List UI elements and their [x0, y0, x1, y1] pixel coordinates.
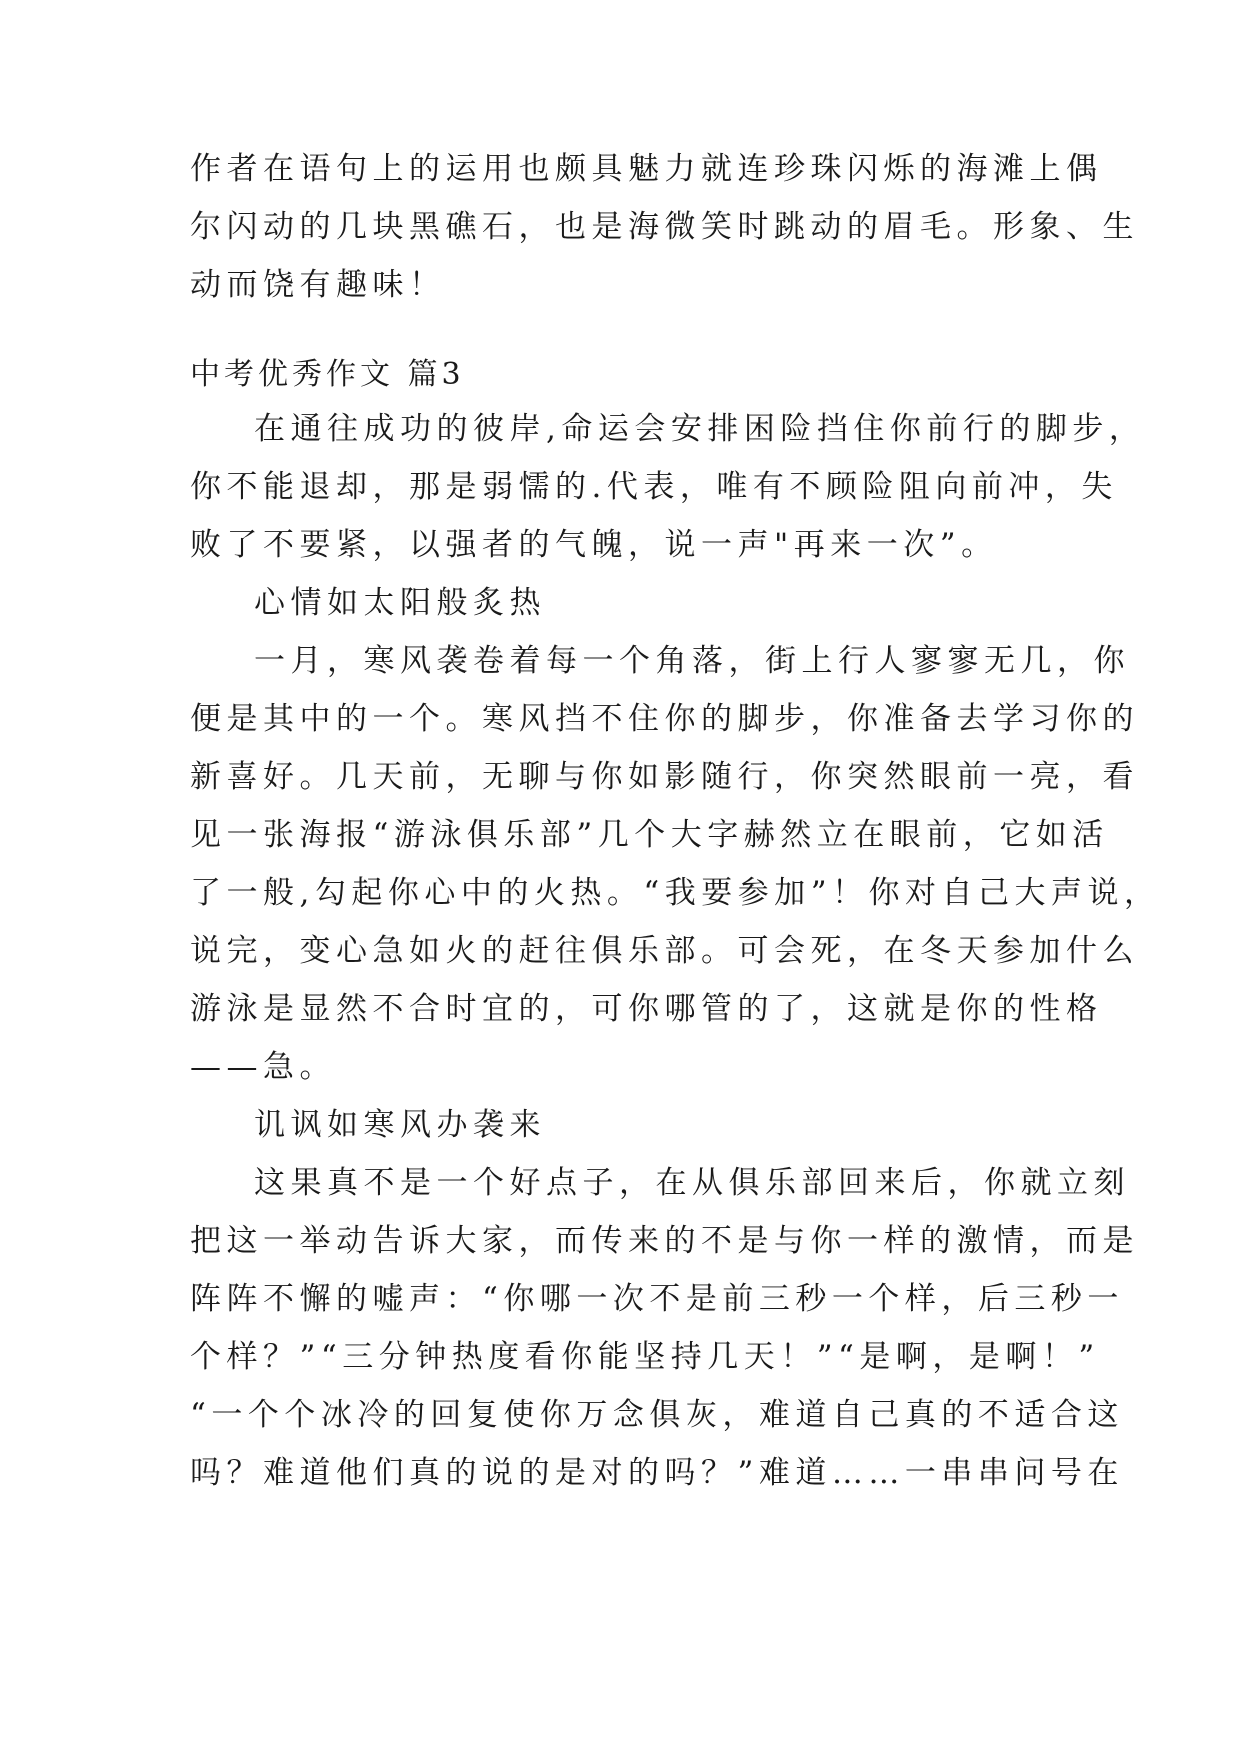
- text-line: 把这一举动告诉大家，而传来的不是与你一样的激情，而是: [190, 1223, 1139, 1259]
- intro-paragraph: [190, 140, 1139, 314]
- text-line: 新喜好。几天前，无聊与你如影随行，你突然眼前一亮，看: [190, 759, 1139, 795]
- text-line: 尔闪动的几块黑礁石，也是海微笑时跳动的眉毛。形象、生: [190, 209, 1139, 245]
- text-line: 动而饶有趣味！: [190, 267, 446, 303]
- text-line: 见一张海报“游泳俱乐部”几个大字赫然立在眼前，它如活: [190, 817, 1109, 853]
- text-line: ——急。: [190, 1049, 336, 1085]
- text-line: “一个个冰冷的回复使你万念俱灰，难道自己真的不适合这: [190, 1397, 1124, 1433]
- text-line: 便是其中的一个。寒风挡不住你的脚步，你准备去学习你的: [190, 701, 1139, 737]
- section-heading: 中考优秀作文 篇3: [190, 357, 465, 392]
- text-line: 在通往成功的彼岸,命运会安排困险挡住你前行的脚步，: [254, 411, 1146, 447]
- subheading-line: 心情如太阳般炙热: [254, 585, 546, 621]
- text-line: 阵阵不懈的嘘声：“你哪一次不是前三秒一个样，后三秒一: [190, 1281, 1124, 1317]
- text-line: 游泳是显然不合时宜的，可你哪管的了，这就是你的性格: [190, 991, 1103, 1027]
- text-line: 一月，寒风袭卷着每一个角落，街上行人寥寥无几，你: [254, 643, 1130, 679]
- text-line: 个样？”“三分钟热度看你能坚持几天！”“是啊，是啊！”: [190, 1339, 1100, 1375]
- text-line: 了一般,勾起你心中的火热。“我要参加”！你对自己大声说，: [190, 875, 1161, 911]
- text-line: 这果真不是一个好点子，在从俱乐部回来后，你就立刻: [254, 1165, 1130, 1201]
- text-line: 败了不要紧，以强者的气魄，说一声"再来一次”。: [190, 527, 998, 563]
- essay-body: [190, 400, 1161, 1502]
- text-line: 吗？难道他们真的说的是对的吗？”难道……一串串问号在: [190, 1455, 1124, 1491]
- subheading-line: 讥讽如寒风办袭来: [254, 1107, 546, 1143]
- text-line: 作者在语句上的运用也颇具魅力就连珍珠闪烁的海滩上偶: [190, 151, 1103, 187]
- text-line: 说完，变心急如火的赶往俱乐部。可会死，在冬天参加什么: [190, 933, 1139, 969]
- text-line: 你不能退却，那是弱懦的.代表，唯有不顾险阻向前冲，失: [190, 469, 1118, 505]
